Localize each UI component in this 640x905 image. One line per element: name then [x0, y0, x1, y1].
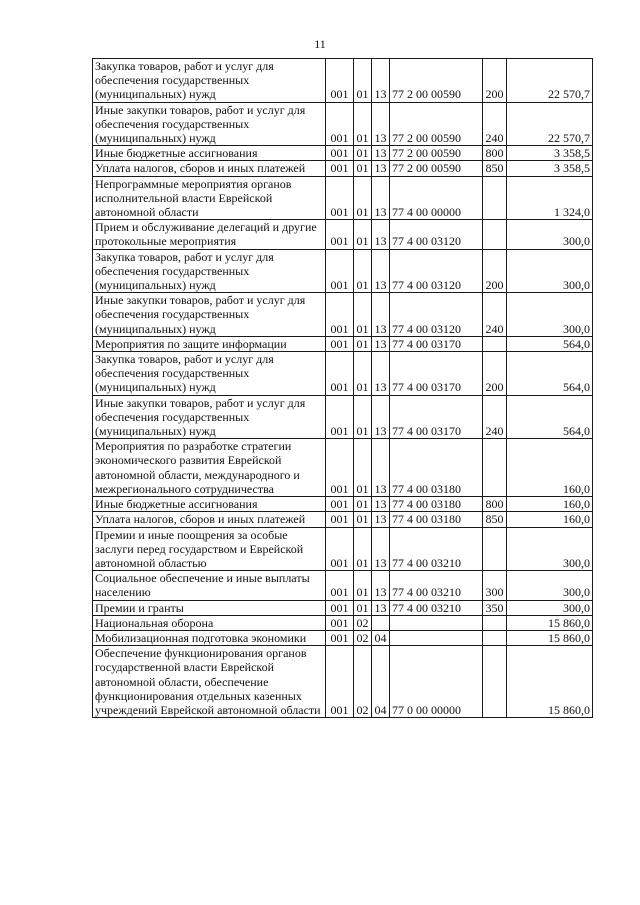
grbs-code-cell: 001 — [326, 615, 354, 630]
section-code-cell: 01 — [354, 176, 372, 220]
section-code-cell: 01 — [354, 336, 372, 351]
item-name-cell: Мероприятия по защите информации — [93, 336, 326, 351]
expense-type-code-cell: 800 — [483, 146, 507, 161]
target-article-code-cell: 77 4 00 03120 — [390, 220, 483, 249]
subsection-code-cell: 13 — [372, 439, 390, 497]
section-code-cell: 01 — [354, 146, 372, 161]
section-code-cell: 01 — [354, 600, 372, 615]
subsection-code-cell: 13 — [372, 512, 390, 527]
section-code-cell: 01 — [354, 293, 372, 337]
grbs-code-cell: 001 — [326, 395, 354, 439]
expense-type-code-cell: 200 — [483, 59, 507, 103]
amount-cell: 22 570,7 — [507, 59, 593, 103]
target-article-code-cell: 77 4 00 03170 — [390, 336, 483, 351]
grbs-code-cell: 001 — [326, 176, 354, 220]
section-code-cell: 02 — [354, 630, 372, 645]
grbs-code-cell: 001 — [326, 527, 354, 571]
grbs-code-cell: 001 — [326, 59, 354, 103]
target-article-code-cell: 77 4 00 03120 — [390, 293, 483, 337]
subsection-code-cell: 13 — [372, 527, 390, 571]
item-name-cell: Социальное обеспечение и иные выплаты населению — [93, 571, 326, 600]
amount-cell: 3 358,5 — [507, 146, 593, 161]
table-row — [93, 439, 593, 497]
expense-type-code-cell — [483, 439, 507, 497]
grbs-code-cell: 001 — [326, 161, 354, 176]
section-code-cell: 01 — [354, 352, 372, 396]
grbs-code-cell: 001 — [326, 497, 354, 512]
subsection-code-cell: 13 — [372, 600, 390, 615]
amount-cell: 15 860,0 — [507, 646, 593, 718]
table-row — [93, 600, 593, 615]
subsection-code-cell: 13 — [372, 146, 390, 161]
subsection-code-cell: 13 — [372, 59, 390, 103]
item-name-cell: Уплата налогов, сборов и иных платежей — [93, 512, 326, 527]
amount-cell: 300,0 — [507, 249, 593, 293]
target-article-code-cell: 77 2 00 00590 — [390, 102, 483, 146]
table-row — [93, 352, 593, 396]
expense-type-code-cell — [483, 336, 507, 351]
target-article-code-cell: 77 4 00 00000 — [390, 176, 483, 220]
item-name-cell: Мероприятия по разработке стратегии экономического развития Еврейской автономной области, международного и межрегионального сотрудничества — [93, 439, 326, 497]
expense-type-code-cell: 200 — [483, 249, 507, 293]
subsection-code-cell: 13 — [372, 176, 390, 220]
expense-type-code-cell: 300 — [483, 571, 507, 600]
item-name-cell: Иные бюджетные ассигнования — [93, 146, 326, 161]
amount-cell: 564,0 — [507, 395, 593, 439]
expense-type-code-cell — [483, 527, 507, 571]
section-code-cell: 01 — [354, 59, 372, 103]
subsection-code-cell: 13 — [372, 249, 390, 293]
expense-type-code-cell — [483, 220, 507, 249]
table-row — [93, 220, 593, 249]
subsection-code-cell: 13 — [372, 161, 390, 176]
subsection-code-cell — [372, 615, 390, 630]
amount-cell: 300,0 — [507, 293, 593, 337]
section-code-cell: 01 — [354, 161, 372, 176]
item-name-cell: Закупка товаров, работ и услуг для обеспечения государственных (муниципальных) нужд — [93, 249, 326, 293]
subsection-code-cell: 13 — [372, 336, 390, 351]
item-name-cell: Закупка товаров, работ и услуг для обеспечения государственных (муниципальных) нужд — [93, 59, 326, 103]
table-row — [93, 527, 593, 571]
subsection-code-cell: 13 — [372, 102, 390, 146]
table-row — [93, 630, 593, 645]
table-row — [93, 249, 593, 293]
item-name-cell: Премии и гранты — [93, 600, 326, 615]
amount-cell: 3 358,5 — [507, 161, 593, 176]
amount-cell: 160,0 — [507, 512, 593, 527]
target-article-code-cell: 77 4 00 03210 — [390, 527, 483, 571]
target-article-code-cell: 77 0 00 00000 — [390, 646, 483, 718]
expense-type-code-cell: 240 — [483, 395, 507, 439]
table-row — [93, 615, 593, 630]
budget-table — [92, 58, 593, 718]
amount-cell: 300,0 — [507, 600, 593, 615]
target-article-code-cell — [390, 615, 483, 630]
grbs-code-cell: 001 — [326, 352, 354, 396]
section-code-cell: 01 — [354, 220, 372, 249]
section-code-cell: 01 — [354, 571, 372, 600]
grbs-code-cell: 001 — [326, 146, 354, 161]
amount-cell: 160,0 — [507, 439, 593, 497]
expense-type-code-cell — [483, 615, 507, 630]
section-code-cell: 02 — [354, 615, 372, 630]
amount-cell: 300,0 — [507, 571, 593, 600]
subsection-code-cell: 13 — [372, 395, 390, 439]
expense-type-code-cell: 350 — [483, 600, 507, 615]
amount-cell: 15 860,0 — [507, 630, 593, 645]
table-row — [93, 176, 593, 220]
item-name-cell: Премии и иные поощрения за особые заслуги перед государством и Еврейской автономной областью — [93, 527, 326, 571]
section-code-cell: 02 — [354, 646, 372, 718]
table-row — [93, 146, 593, 161]
grbs-code-cell: 001 — [326, 512, 354, 527]
item-name-cell: Мобилизационная подготовка экономики — [93, 630, 326, 645]
item-name-cell: Закупка товаров, работ и услуг для обеспечения государственных (муниципальных) нужд — [93, 352, 326, 396]
table-row — [93, 293, 593, 337]
item-name-cell: Иные закупки товаров, работ и услуг для обеспечения государственных (муниципальных) нужд — [93, 293, 326, 337]
table-row — [93, 571, 593, 600]
grbs-code-cell: 001 — [326, 102, 354, 146]
amount-cell: 300,0 — [507, 220, 593, 249]
amount-cell: 15 860,0 — [507, 615, 593, 630]
subsection-code-cell: 13 — [372, 497, 390, 512]
target-article-code-cell: 77 4 00 03180 — [390, 439, 483, 497]
expense-type-code-cell: 850 — [483, 512, 507, 527]
expense-type-code-cell — [483, 646, 507, 718]
target-article-code-cell: 77 4 00 03170 — [390, 395, 483, 439]
amount-cell: 22 570,7 — [507, 102, 593, 146]
amount-cell: 564,0 — [507, 336, 593, 351]
target-article-code-cell: 77 2 00 00590 — [390, 161, 483, 176]
grbs-code-cell: 001 — [326, 249, 354, 293]
target-article-code-cell: 77 4 00 03170 — [390, 352, 483, 396]
table-row — [93, 646, 593, 718]
table-row — [93, 497, 593, 512]
table-row — [93, 161, 593, 176]
expense-type-code-cell: 200 — [483, 352, 507, 396]
grbs-code-cell: 001 — [326, 571, 354, 600]
table-row — [93, 395, 593, 439]
expense-type-code-cell — [483, 176, 507, 220]
target-article-code-cell: 77 2 00 00590 — [390, 146, 483, 161]
expense-type-code-cell — [483, 630, 507, 645]
item-name-cell: Иные закупки товаров, работ и услуг для обеспечения государственных (муниципальных) нужд — [93, 102, 326, 146]
section-code-cell: 01 — [354, 249, 372, 293]
subsection-code-cell: 04 — [372, 646, 390, 718]
grbs-code-cell: 001 — [326, 220, 354, 249]
target-article-code-cell — [390, 630, 483, 645]
item-name-cell: Прием и обслуживание делегаций и другие протокольные мероприятия — [93, 220, 326, 249]
section-code-cell: 01 — [354, 512, 372, 527]
page-number: 11 — [314, 37, 326, 51]
item-name-cell: Уплата налогов, сборов и иных платежей — [93, 161, 326, 176]
target-article-code-cell: 77 2 00 00590 — [390, 59, 483, 103]
item-name-cell: Обеспечение функционирования органов государственной власти Еврейской автономной области, обеспечение функционирования отдельных казенных учреждений Еврейской автономной области — [93, 646, 326, 718]
subsection-code-cell: 13 — [372, 293, 390, 337]
grbs-code-cell: 001 — [326, 600, 354, 615]
subsection-code-cell: 13 — [372, 571, 390, 600]
target-article-code-cell: 77 4 00 03180 — [390, 512, 483, 527]
table-row — [93, 59, 593, 103]
grbs-code-cell: 001 — [326, 646, 354, 718]
expense-type-code-cell: 850 — [483, 161, 507, 176]
section-code-cell: 01 — [354, 395, 372, 439]
subsection-code-cell: 13 — [372, 352, 390, 396]
grbs-code-cell: 001 — [326, 336, 354, 351]
expense-type-code-cell: 800 — [483, 497, 507, 512]
table-row — [93, 102, 593, 146]
budget-table-body — [93, 59, 593, 718]
section-code-cell: 01 — [354, 439, 372, 497]
grbs-code-cell: 001 — [326, 630, 354, 645]
grbs-code-cell: 001 — [326, 439, 354, 497]
subsection-code-cell: 13 — [372, 220, 390, 249]
section-code-cell: 01 — [354, 102, 372, 146]
item-name-cell: Иные бюджетные ассигнования — [93, 497, 326, 512]
grbs-code-cell: 001 — [326, 293, 354, 337]
target-article-code-cell: 77 4 00 03210 — [390, 571, 483, 600]
table-row — [93, 512, 593, 527]
amount-cell: 300,0 — [507, 527, 593, 571]
item-name-cell: Национальная оборона — [93, 615, 326, 630]
table-row — [93, 336, 593, 351]
item-name-cell: Непрограммные мероприятия органов исполнительной власти Еврейской автономной области — [93, 176, 326, 220]
section-code-cell: 01 — [354, 527, 372, 571]
target-article-code-cell: 77 4 00 03210 — [390, 600, 483, 615]
expense-type-code-cell: 240 — [483, 293, 507, 337]
target-article-code-cell: 77 4 00 03120 — [390, 249, 483, 293]
section-code-cell: 01 — [354, 497, 372, 512]
target-article-code-cell: 77 4 00 03180 — [390, 497, 483, 512]
amount-cell: 564,0 — [507, 352, 593, 396]
amount-cell: 1 324,0 — [507, 176, 593, 220]
amount-cell: 160,0 — [507, 497, 593, 512]
subsection-code-cell: 04 — [372, 630, 390, 645]
expense-type-code-cell: 240 — [483, 102, 507, 146]
item-name-cell: Иные закупки товаров, работ и услуг для обеспечения государственных (муниципальных) нужд — [93, 395, 326, 439]
